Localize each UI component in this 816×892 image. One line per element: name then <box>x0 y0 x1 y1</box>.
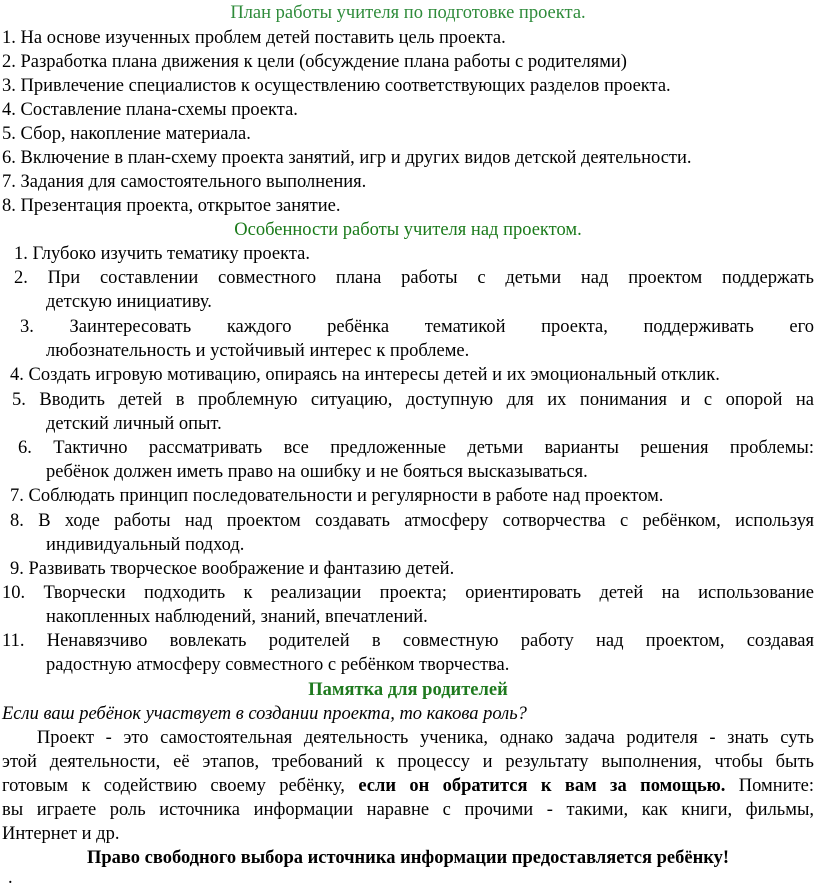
plan-item-8: 8. Презентация проекта, открытое занятие. <box>2 196 341 216</box>
parents-paragraph-line-3 <box>2 774 814 798</box>
feature-item-9: 9. Развивать творческое воображение и фантазию детей. <box>10 559 455 579</box>
feature-item-3: 3. Заинтересовать каждого ребёнка тематикой проекта, поддерживать его <box>20 317 814 337</box>
parents-paragraph-line-3-end: Помните: <box>725 776 815 796</box>
plan-item-3: 3. Привлечение специалистов к осуществлению соответствующих разделов проекта. <box>2 76 671 96</box>
conclusion-statement: Право свободного выбора источника информации предоставляется ребёнку! <box>86 848 730 868</box>
parents-paragraph-line-3-start: готовым к содействию своему ребёнку, <box>2 776 359 796</box>
feature-item-2: 2. При составлении совместного плана работы с детьми над проектом поддержать <box>14 268 814 288</box>
section-title-plan: План работы учителя по подготовке проекта. <box>230 3 586 23</box>
feature-item-6-cont: ребёнок должен иметь право на ошибку и не бояться высказываться. <box>46 462 588 482</box>
trailing-dot: . <box>8 868 13 888</box>
plan-item-2: 2. Разработка плана движения к цели (обсуждение плана работы с родителями) <box>2 52 627 72</box>
feature-item-2-cont: детскую инициативу. <box>46 292 212 312</box>
feature-item-3-cont: любознательность и устойчивый интерес к проблеме. <box>46 341 470 361</box>
plan-item-1: 1. На основе изученных проблем детей поставить цель проекта. <box>2 28 506 48</box>
plan-item-5: 5. Сбор, накопление материала. <box>2 124 251 144</box>
feature-item-10: 10. Творчески подходить к реализации проекта; ориентировать детей на использование <box>2 583 814 603</box>
feature-item-10-cont: накопленных наблюдений, знаний, впечатлений. <box>46 607 428 627</box>
feature-item-11-cont: радостную атмосферу совместного с ребёнком творчества. <box>46 655 510 675</box>
feature-item-7: 7. Соблюдать принцип последовательности и регулярности в работе над проектом. <box>10 486 664 506</box>
feature-item-5: 5. Вводить детей в проблемную ситуацию, доступную для их понимания и с опорой на <box>12 390 814 410</box>
feature-item-1: 1. Глубоко изучить тематику проекта. <box>14 244 310 264</box>
feature-item-8: 8. В ходе работы над проектом создавать атмосферу сотворчества с ребёнком, используя <box>10 511 814 531</box>
parents-paragraph-line-5: Интернет и др. <box>2 824 120 844</box>
feature-item-5-cont: детский личный опыт. <box>46 414 222 434</box>
parents-paragraph-bold: если он обратится к вам за помощью. <box>358 776 726 796</box>
parents-paragraph-line-2: этой деятельности, её этапов, требований к процессу и результату выполнения, чтобы быть <box>2 752 814 772</box>
parents-paragraph-line-4: вы играете роль источника информации наравне с прочими - такими, как книги, фильмы, <box>2 800 814 820</box>
feature-item-8-cont: индивидуальный подход. <box>46 535 245 555</box>
feature-item-4: 4. Создать игровую мотивацию, опираясь на интересы детей и их эмоциональный отклик. <box>10 365 720 385</box>
plan-item-7: 7. Задания для самостоятельного выполнения. <box>2 172 367 192</box>
section-title-parents: Памятка для родителей <box>308 680 508 700</box>
parents-question: Если ваш ребёнок участвует в создании проекта, то какова роль? <box>2 704 527 724</box>
section-title-features: Особенности работы учителя над проектом. <box>234 220 582 240</box>
feature-item-6: 6. Тактично рассматривать все предложенные детьми варианты решения проблемы: <box>18 438 814 458</box>
feature-item-11: 11. Ненавязчиво вовлекать родителей в совместную работу над проектом, создавая <box>2 631 814 651</box>
plan-item-6: 6. Включение в план-схему проекта занятий, игр и других видов детской деятельности. <box>2 148 692 168</box>
plan-item-4: 4. Составление плана-схемы проекта. <box>2 100 298 120</box>
parents-paragraph-line-1: Проект - это самостоятельная деятельность ученика, однако задача родителя - знать суть <box>2 728 814 748</box>
